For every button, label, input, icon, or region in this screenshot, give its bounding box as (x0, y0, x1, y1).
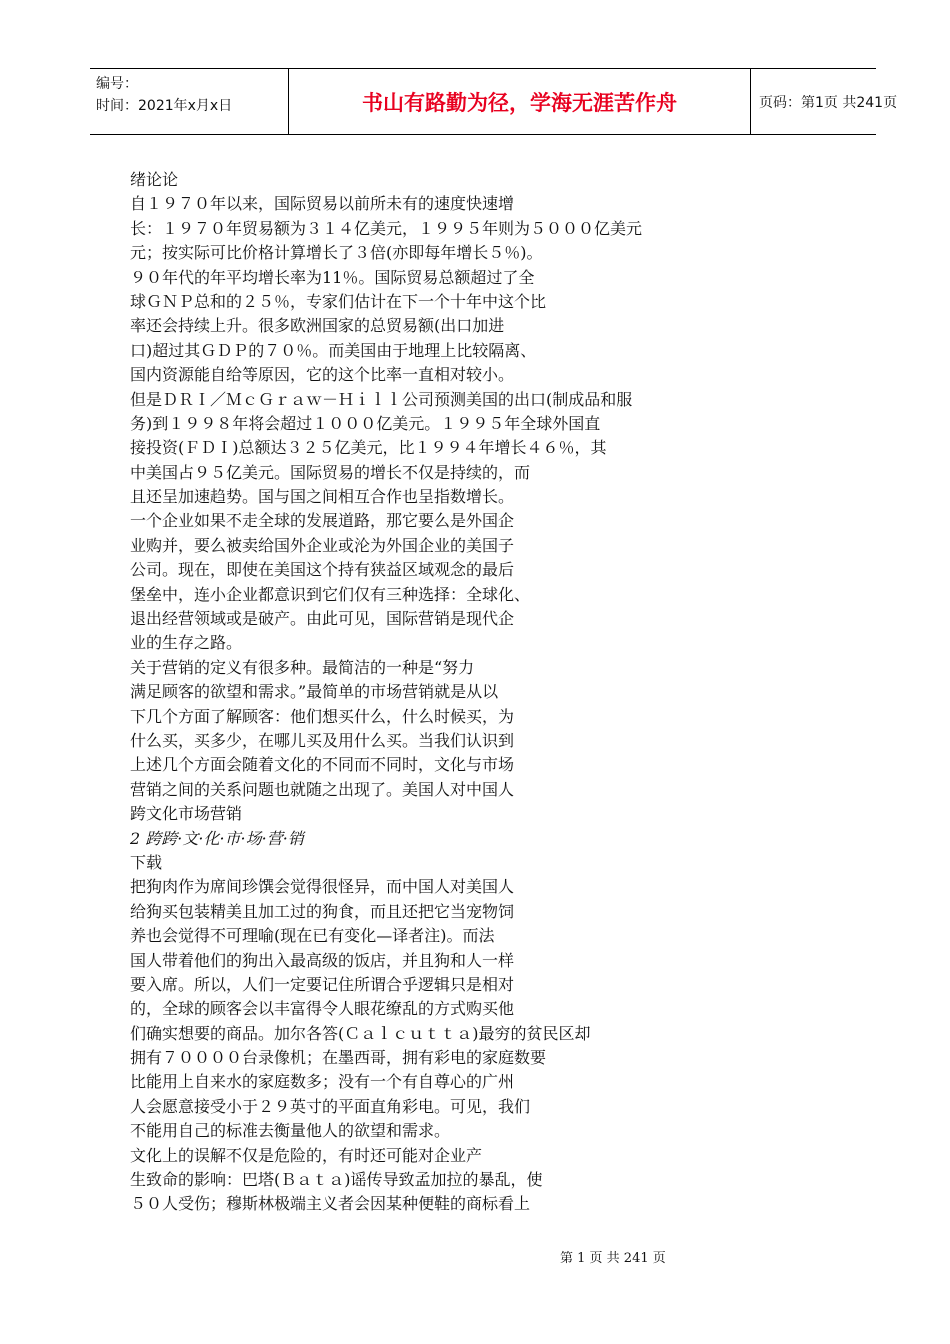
body-line: 什么买，买多少，在哪儿买及用什么买。当我们认识到 (130, 730, 515, 750)
body-line: 但是ＤＲＩ／ＭｃＧｒａｗ－Ｈｉｌｌ公司预测美国的出口(制成品和服 (130, 389, 633, 409)
body-line: 拥有７００００台录像机；在墨西哥，拥有彩电的家庭数要 (130, 1048, 547, 1068)
body-line: 给狗买包装精美且加工过的狗食，而且还把它当宠物饲 (130, 901, 515, 921)
body-line: 堡垒中，连小企业都意识到它们仅有三种选择：全球化、 (130, 584, 531, 604)
body-line: 国内资源能自给等原因，它的这个比率一直相对较小。 (130, 365, 515, 385)
body-line: 养也会觉得不可理喻(现在已有变化—译者注)。而法 (130, 926, 495, 946)
body-line: 文化上的误解不仅是危险的，有时还可能对企业产 (130, 1145, 483, 1165)
body-line: 球ＧＮＰ总和的２５％，专家们估计在下一个十年中这个比 (130, 291, 547, 311)
body-line: 比能用上自来水的家庭数多；没有一个有自尊心的广州 (130, 1072, 515, 1092)
body-line: 一个企业如果不走全球的发展道路，那它要么是外国企 (130, 511, 515, 531)
number-label: 编号： (96, 76, 138, 92)
body-line: 务)到１９９８年将会超过１０００亿美元。１９９５年全球外国直 (130, 413, 601, 433)
body-line: 生致命的影响：巴塔(Ｂａｔａ)谣传导致孟加拉的暴乱，使 (130, 1170, 543, 1190)
body-line: 率还会持续上升。很多欧洲国家的总贸易额(出口加进 (130, 316, 505, 336)
body-line: 的，全球的顾客会以丰富得令人眼花缭乱的方式购买他 (130, 999, 515, 1019)
body-line: 退出经营领域或是破产。由此可见，国际营销是现代企 (130, 609, 515, 629)
page-footer: 第 1 页 共 241 页 (560, 1251, 666, 1266)
body-line: 营销之间的关系问题也就随之出现了。美国人对中国人 (130, 779, 515, 799)
body-line: 长：１９７０年贸易额为３１４亿美元，１９９５年则为５０００亿美元 (130, 218, 643, 238)
body-line: 元；按实际可比价格计算增长了３倍(亦即每年增长５％)。 (130, 243, 543, 263)
body-line: 人会愿意接受小于２９英寸的平面直角彩电。可见，我们 (130, 1096, 531, 1116)
page-header (90, 68, 898, 135)
header-motto: 书山有路勤为径，学海无涯苦作舟 (288, 69, 751, 134)
body-line: 要入席。所以，人们一定要记住所谓合乎逻辑只是相对 (130, 974, 515, 994)
section-heading: 2 跨跨·文·化·市·场·营·销 (130, 828, 304, 848)
body-line: 自１９７０年以来，国际贸易以前所未有的速度快速增 (130, 194, 515, 214)
body-line: 业的生存之路。 (130, 633, 243, 653)
body-line: 上述几个方面会随着文化的不同而不同时，文化与市场 (130, 755, 515, 775)
document-body (130, 168, 830, 1217)
body-line: 公司。现在，即使在美国这个持有狭益区域观念的最后 (130, 560, 515, 580)
body-line: 把狗肉作为席间珍馔会觉得很怪异，而中国人对美国人 (130, 877, 515, 897)
body-line: 绪论论 (130, 170, 179, 189)
body-line: 们确实想要的商品。加尔各答(Ｃａｌｃｕｔｔａ)最穷的贫民区却 (130, 1023, 591, 1043)
body-line: 关于营销的定义有很多种。最简洁的一种是“努力 (130, 657, 475, 677)
body-line: 国人带着他们的狗出入最高级的饭店，并且狗和人一样 (130, 950, 515, 970)
body-line: 不能用自己的标准去衡量他人的欲望和需求。 (130, 1121, 451, 1141)
body-line: 口)超过其ＧＤＰ的７０％。而美国由于地理上比较隔离、 (130, 340, 537, 360)
body-line: 且还呈加速趋势。国与国之间相互合作也呈指数增长。 (130, 487, 515, 507)
body-line: 中美国占９５亿美元。国际贸易的增长不仅是持续的，而 (130, 462, 531, 482)
header-meta (90, 69, 288, 134)
body-line: 满足顾客的欲望和需求。”最简单的市场营销就是从以 (130, 682, 499, 702)
time-label: 时间：2021年x月x日 (96, 98, 233, 114)
header-page-info: 页码：第1页 共241页 (759, 94, 898, 111)
body-line: 跨文化市场营销 (130, 804, 243, 824)
body-line: 下几个方面了解顾客：他们想买什么，什么时候买，为 (130, 706, 515, 726)
body-line: 接投资(ＦＤＩ)总额达３２５亿美元，比１９９４年增长４６％，其 (130, 438, 607, 458)
body-line: ５０人受伤；穆斯林极端主义者会因某种便鞋的商标看上 (130, 1194, 531, 1214)
body-line: 下载 (130, 852, 163, 872)
body-line: ９０年代的年平均增长率为11％。国际贸易总额超过了全 (130, 267, 535, 287)
body-line: 业购并，要么被卖给国外企业或沦为外国企业的美国子 (130, 535, 515, 555)
